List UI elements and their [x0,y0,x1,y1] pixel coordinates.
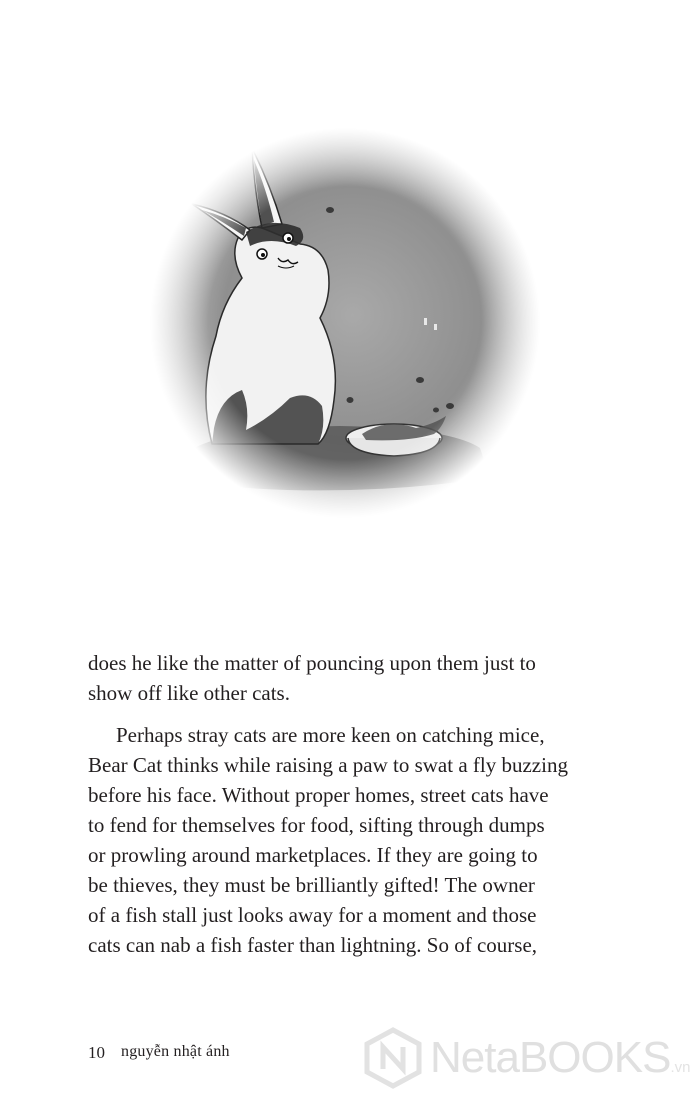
body-text [88,648,614,960]
text-line: before his face. Without proper homes, street cats have [88,783,549,807]
watermark-brand: NetaBOOKS [430,1033,671,1082]
page-footer [88,1043,230,1063]
cat-illustration [150,128,540,518]
paragraph-continuation [88,648,614,708]
text-line: Perhaps stray cats are more keen on catching mice, [116,723,545,747]
paragraph-stray-cats [88,720,614,960]
page-number: 10 [88,1043,105,1062]
netabooks-logo-icon [362,1027,424,1089]
text-line: be thieves, they must be brilliantly gifted! The owner [88,873,535,897]
watermark-suffix: .vn [670,1059,691,1076]
text-line: Bear Cat thinks while raising a paw to swat a fly buzzing [88,753,568,777]
watermark [362,1018,692,1098]
text-line: cats can nab a fish faster than lightning. So of course, [88,933,538,957]
text-line: of a fish stall just looks away for a moment and those [88,903,537,927]
text-line: does he like the matter of pouncing upon them just to [88,651,536,675]
text-line: show off like other cats. [88,681,290,705]
text-line: or prowling around marketplaces. If they are going to [88,843,538,867]
text-line: to fend for themselves for food, sifting through dumps [88,813,545,837]
author-name: nguyễn nhật ánh [121,1043,230,1060]
